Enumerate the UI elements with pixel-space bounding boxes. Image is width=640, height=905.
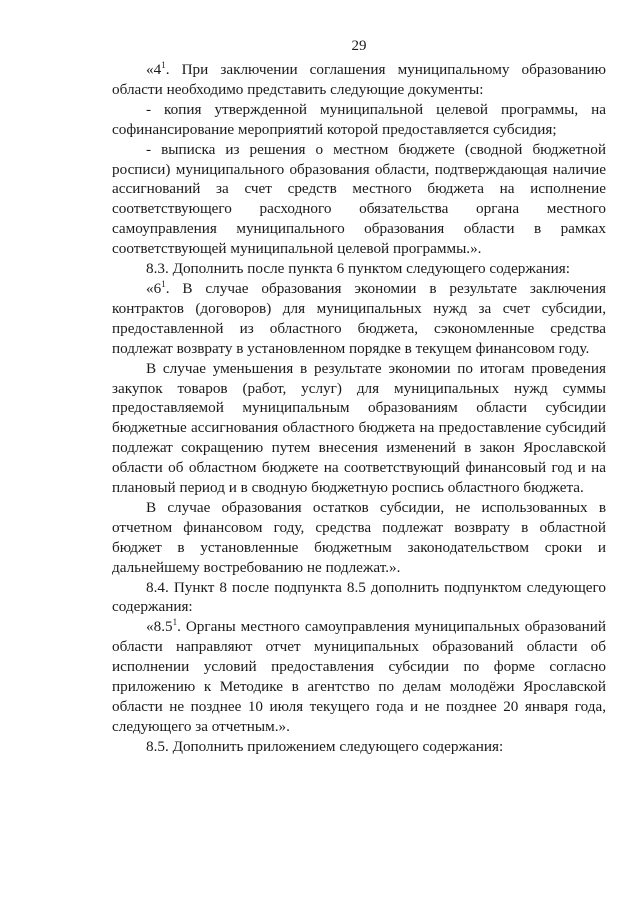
paragraph-list-item-program-copy bbox=[112, 100, 606, 140]
clause-superscript: 1 bbox=[161, 59, 166, 70]
clause-number: «6 bbox=[146, 279, 162, 297]
clause-number: «8.5 bbox=[146, 618, 173, 636]
paragraph-text: В случае образования остатков субсидии, не использованных в отчетном финансовом году, средства подлежат возврату в областной бюджет в установленные бюджетным законодательством сроки и дальнейшему востребованию не подлежат.». bbox=[112, 498, 606, 576]
document-page bbox=[112, 36, 606, 757]
paragraph-text: - копия утвержденной муниципальной целевой программы, на софинансирование мероприятий которой предоставляется субсидия; bbox=[112, 100, 606, 138]
clause-number: «4 bbox=[146, 61, 162, 78]
paragraph-clause-8-5-1 bbox=[112, 617, 606, 736]
page-number: 29 bbox=[351, 38, 367, 54]
paragraph-text: 8.4. Пункт 8 после подпункта 8.5 дополнить подпунктом следующего содержания: bbox=[112, 578, 606, 616]
clause-superscript: 1 bbox=[161, 278, 166, 289]
paragraph-text: 8.5. Дополнить приложением следующего содержания: bbox=[146, 737, 504, 755]
paragraph-text: . При заключении соглашения муниципальному образованию области необходимо представить следующие документы: bbox=[112, 61, 606, 98]
paragraph-8-4 bbox=[112, 578, 606, 618]
paragraph-text: 8.3. Дополнить после пункта 6 пунктом следующего содержания: bbox=[146, 260, 571, 278]
paragraph-text: . В случае образования экономии в результате заключения контрактов (договоров) для муниципальных нужд за счет субсидии, предоставленной из областного бюджета, сэкономленные средства подлежат возврату в установленном порядке в текущем финансовом году. bbox=[112, 279, 606, 357]
paragraph-clause-6-1 bbox=[112, 279, 606, 359]
paragraph-clause-4-1 bbox=[112, 60, 606, 100]
paragraph-subsidy-remainder bbox=[112, 498, 606, 578]
paragraph-text: . Органы местного самоуправления муниципальных образований области направляют отчет муниципальных образований области об исполнении условий предоставления субсидии по форме согласно приложению к Методике в агентство по делам молодёжи Ярославской области не позднее 10 июля текущего года и не позднее 20 января года, следующего за отчетным.». bbox=[112, 618, 606, 735]
paragraph-text: В случае уменьшения в результате экономии по итогам проведения закупок товаров (работ, услуг) для муниципальных нужд суммы предоставляемой муниципальным образованиям области субсидии бюджетные ассигнования областного бюджета на предоставление субсидий подлежат сокращению путем внесения изменений в закон Ярославской области об областном бюджете на соответствующий финансовый год и на плановый период и в сводную бюджетную роспись областного бюджета. bbox=[112, 359, 606, 497]
paragraph-8-3 bbox=[112, 259, 606, 279]
paragraph-list-item-budget-extract bbox=[112, 140, 606, 259]
paragraph-subsidy-reduction bbox=[112, 359, 606, 498]
paragraph-8-5 bbox=[112, 737, 606, 757]
clause-superscript: 1 bbox=[172, 617, 178, 628]
paragraph-text: - выписка из решения о местном бюджете (сводной бюджетной росписи) муниципального образования области, подтверждающая наличие ассигнований за счет средств местного бюджета на исполнение соответствующего расходного обязательства органа местного самоуправления муниципального образования области в рамках соответствующей муниципальной целевой программы.». bbox=[112, 140, 606, 258]
